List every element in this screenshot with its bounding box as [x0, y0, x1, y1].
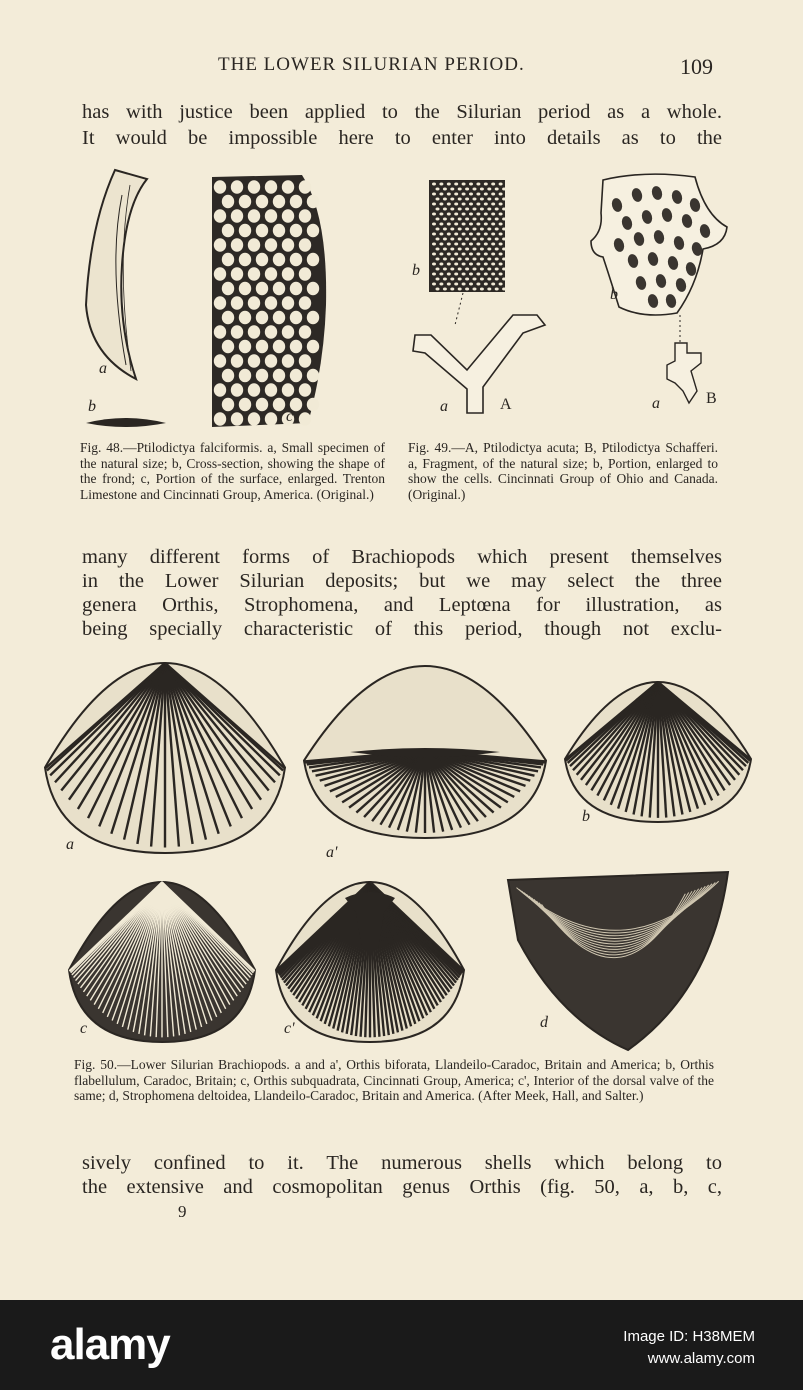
fig49-label-b-right: b: [610, 286, 618, 303]
fig50-label-a: a: [66, 836, 74, 853]
body-line: being specially characteristic of this period, though not exclu-: [82, 618, 722, 640]
fig49-label-B: B: [706, 390, 717, 407]
watermark-logo: alamy: [50, 1320, 170, 1369]
fig49-label-a-left: a: [440, 398, 448, 415]
fig50-shell-c-prime: [276, 882, 464, 1042]
body-line: has with justice been applied to the Silurian period as a whole.: [82, 101, 722, 123]
fig48-caption: Fig. 48.—Ptilodictya falciformis. a, Small specimen of the natural size; b, Cross-section, showing the shape of the frond; c, Portion of the surface, enlarged. Trenton Limestone and Cincinnati Group, America. (Original.): [80, 440, 385, 502]
fig49-label-b-left: b: [412, 262, 420, 279]
body-line: the extensive and cosmopolitan genus Orthis (fig. 50, a, b, c,: [82, 1176, 722, 1198]
body-line: many different forms of Brachiopods which present themselves: [82, 546, 722, 568]
fig49-caption: Fig. 49.—A, Ptilodictya acuta; B, Ptilodictya Schafferi. a, Fragment, of the natural size; b, Portion, enlarged to show the cells. Cincinnati Group of Ohio and Canada. (Original.): [408, 440, 718, 502]
running-title: THE LOWER SILURIAN PERIOD.: [218, 54, 525, 75]
fig50-label-a-prime: a': [326, 844, 338, 861]
fig50-label-d: d: [540, 1014, 548, 1031]
body-line: sively confined to it. The numerous shells which belong to: [82, 1152, 722, 1174]
body-line: genera Orthis, Strophomena, and Leptœna for illustration, as: [82, 594, 722, 616]
watermark-meta: [585, 1326, 755, 1370]
image-id: Image ID: H38MEM: [623, 1328, 755, 1345]
fig49-label-A: A: [500, 396, 512, 413]
fig50-shell-b: [565, 682, 751, 822]
fig50-label-c: c: [80, 1020, 88, 1037]
fig50-shell-c: [69, 882, 255, 1042]
fig48-label-a: a: [99, 360, 107, 377]
fig50-label-b: b: [582, 808, 590, 825]
fig50-shell-a: [45, 663, 285, 853]
fig49-label-a-right: a: [652, 395, 660, 412]
fig48-label-b: b: [88, 398, 96, 415]
site-url: www.alamy.com: [647, 1350, 755, 1367]
fig48-label-c: c: [286, 408, 294, 425]
fig50-label-c-prime: c': [284, 1020, 295, 1037]
page-number: 109: [680, 54, 713, 79]
body-line: in the Lower Silurian deposits; but we may select the three: [82, 570, 722, 592]
fig50-shell-a-prime: [304, 666, 546, 838]
fig50-caption: Fig. 50.—Lower Silurian Brachiopods. a and a', Orthis biforata, Llandeilo-Caradoc, Britain and America; b, Orthis flabellulum, Caradoc, Britain; c, Orthis subquadrata, Cincinnati Group, America; c', Interior of the dorsal valve of the same; d, Strophomena deltoidea, Llandeilo-Caradoc, Britain and America. (After Meek, Hall, and Salter.): [74, 1057, 714, 1103]
signature-mark: 9: [178, 1202, 187, 1221]
body-line: It would be impossible here to enter into details as to the: [82, 127, 722, 149]
